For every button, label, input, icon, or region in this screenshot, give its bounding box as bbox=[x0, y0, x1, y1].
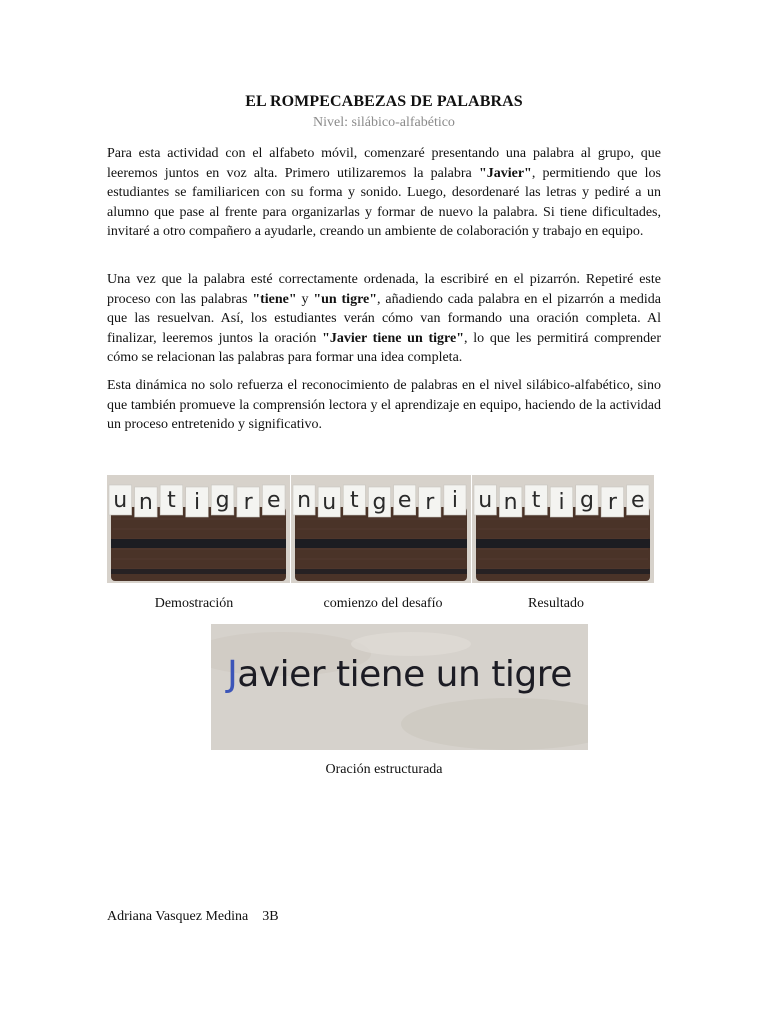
paragraph-text: Una vez que la palabra esté correctamente ordenada, la escribiré en el pizarrón. Repetiré este proceso con las palabras bbox=[107, 272, 661, 307]
footer-author: Adriana Vasquez Medina bbox=[107, 909, 249, 924]
letter-tile-text: e bbox=[397, 488, 412, 513]
letter-tile-text: r bbox=[243, 490, 253, 515]
paragraph-3: Esta dinámica no solo refuerza el reconocimiento de palabras en el nivel silábico-alfabético, sino que también promueve la comprensión lectora y el aprendizaje en equipo, haciendo de la actividad un proceso entretenido y significativo. bbox=[107, 378, 661, 433]
letter-tiles-photo bbox=[107, 475, 290, 583]
footer bbox=[107, 909, 279, 925]
photo-result bbox=[472, 475, 654, 583]
mat-stripe bbox=[111, 539, 286, 548]
letter-tile-text: u bbox=[113, 488, 128, 513]
photo-caption-demonstration: Demostración bbox=[154, 596, 234, 611]
document-title: EL ROMPECABEZAS DE PALABRAS bbox=[245, 93, 523, 110]
letter-tiles-photo bbox=[291, 475, 471, 583]
letter-tile-text: n bbox=[297, 488, 312, 513]
letter-tile-text: i bbox=[451, 488, 458, 513]
letter-tile-text: g bbox=[215, 488, 230, 513]
photo-challenge-start bbox=[291, 475, 471, 583]
letter-tile-text: e bbox=[266, 488, 281, 513]
paragraph-text: , lo que les permitirá comprender cómo se relacionan las palabras para formar una idea completa. bbox=[107, 330, 661, 366]
letter-tile-text: r bbox=[607, 490, 617, 515]
letter-tile-text: e bbox=[631, 488, 645, 513]
letter-tile-text: u bbox=[478, 488, 493, 513]
letter-tile-text: i bbox=[193, 490, 201, 515]
paragraph-text: y bbox=[296, 291, 314, 307]
highlight-word: "Javier" bbox=[478, 165, 532, 181]
whiteboard-rest: avier tiene un tigre bbox=[237, 654, 572, 695]
paragraph-2 bbox=[107, 270, 661, 368]
whiteboard-sentence bbox=[211, 654, 588, 695]
whiteboard-first-letter: J bbox=[227, 654, 238, 695]
letter-tile-text: u bbox=[322, 490, 337, 515]
highlight-word: "Javier tiene un tigre" bbox=[322, 330, 464, 346]
letter-tile-text: n bbox=[138, 490, 153, 515]
whiteboard-photo bbox=[211, 624, 588, 750]
highlight-word: "un tigre" bbox=[313, 291, 378, 307]
letter-tiles-photo bbox=[472, 475, 654, 583]
letter-tile-text: n bbox=[503, 490, 518, 515]
whiteboard-caption: Oración estructurada bbox=[325, 762, 443, 777]
photo-demonstration bbox=[107, 475, 290, 583]
document-subtitle: Nivel: silábico-alfabético bbox=[313, 115, 455, 130]
mat-stripe bbox=[295, 539, 467, 548]
paragraph-text: , añadiendo cada palabra en el pizarrón a medida que las resuelvan. Así, los estudiantes verán cómo van formando una oración completa. Al finalizar, leeremos juntos la oración bbox=[107, 291, 662, 346]
letter-tile-text: i bbox=[558, 490, 565, 515]
photo-caption-result: Resultado bbox=[528, 596, 584, 611]
letter-tile-text: t bbox=[531, 488, 541, 513]
letter-tile-text: r bbox=[425, 490, 435, 515]
letter-tile-text: g bbox=[372, 490, 387, 515]
paragraph-text: Para esta actividad con el alfabeto móvil, comenzaré presentando una palabra al grupo, que leeremos juntos en voz alta. Primero utilizaremos la palabra bbox=[107, 146, 661, 181]
paragraph-text: , permitiendo que los estudiantes se familiaricen con su forma y sonido. Luego, desordenaré las letras y pediré a un alumno que pase al frente para organizarlas y formar de nuevo la palabra. Si tiene dificultades, invitaré a otro compañero a ayudarle, creando un ambiente de colaboración y trabajo en equipo. bbox=[107, 165, 661, 240]
footer-group: 3B bbox=[262, 909, 279, 924]
letter-tile-text: g bbox=[579, 488, 594, 513]
mat-stripe bbox=[476, 539, 650, 548]
letter-tile-text: t bbox=[167, 488, 176, 513]
paragraph-1 bbox=[107, 144, 661, 242]
highlight-word: "tiene" bbox=[252, 291, 297, 307]
photo-caption-challenge-start: comienzo del desafío bbox=[323, 596, 443, 611]
letter-tile-text: t bbox=[350, 488, 359, 513]
